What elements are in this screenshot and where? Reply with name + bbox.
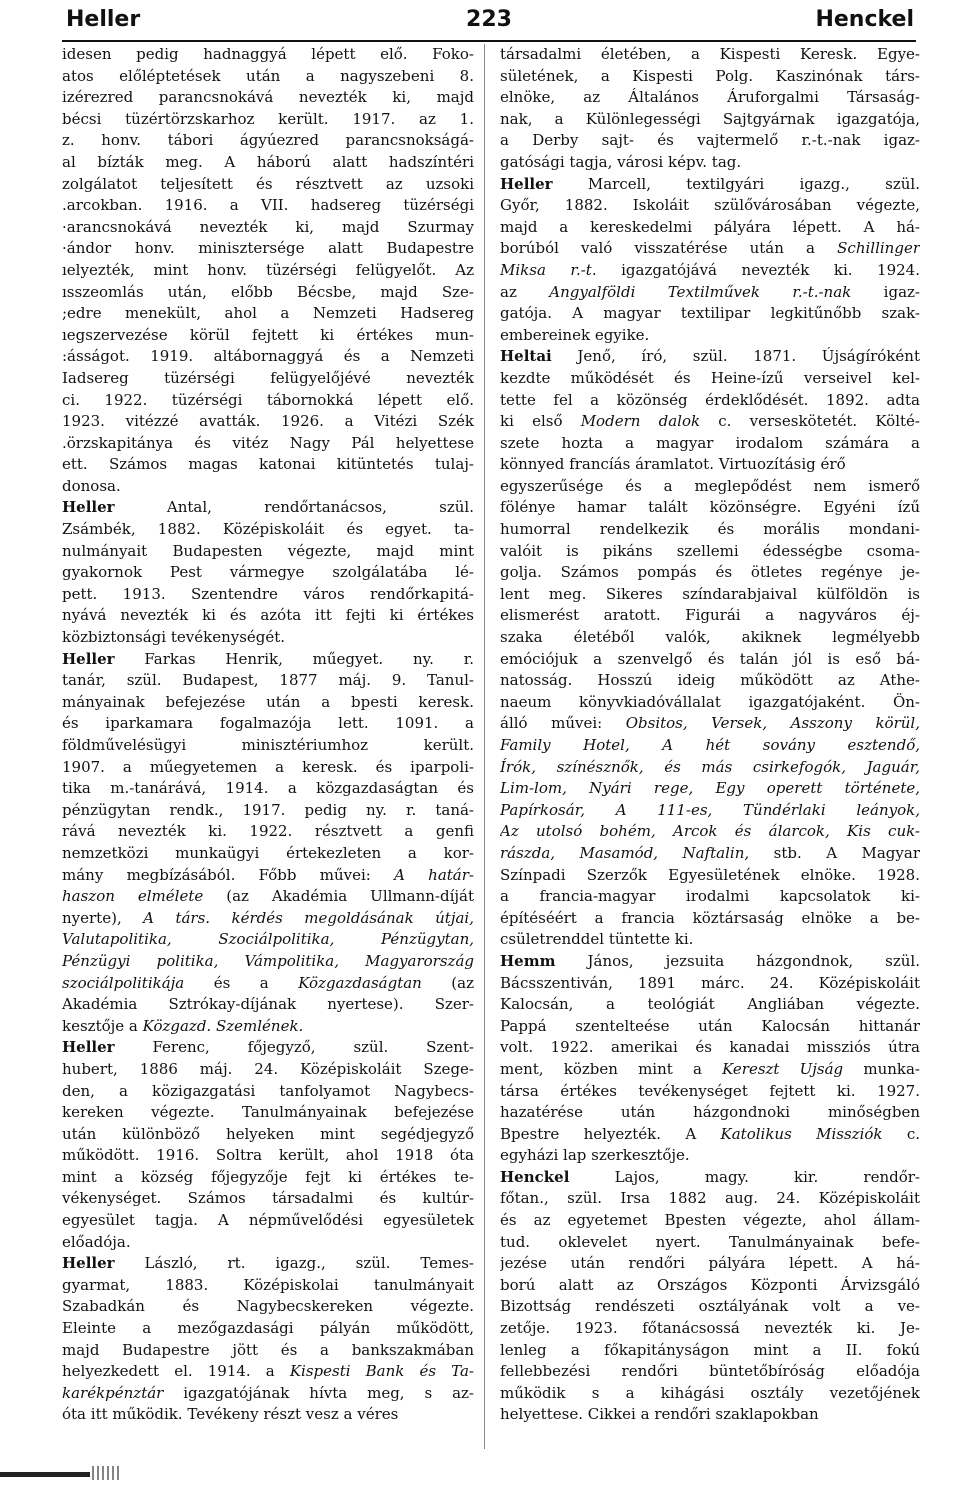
line-text: mány megbízásából. Főbb művei:	[62, 865, 395, 884]
line-text: tette fel a közönség érdeklődését. 1892. adta	[500, 390, 920, 409]
line-text: ısszeomlás után, előbb Bécsbe, majd Sze-	[62, 282, 474, 301]
text-line	[62, 130, 474, 152]
line-text: közbiztonsági tevékenységét.	[62, 628, 286, 647]
line-text: fellebbezési rendőri büntetőbíróság előadója	[500, 1362, 920, 1381]
text-line	[500, 1361, 920, 1383]
italic-title: karékpénztár	[62, 1383, 164, 1402]
text-line	[62, 1016, 474, 1038]
text-line	[500, 1081, 920, 1103]
text-line	[62, 1102, 474, 1124]
text-line	[500, 1124, 920, 1146]
text-line	[500, 735, 920, 757]
line-text: rává nevezték ki. 1922. résztvett a genfi	[62, 822, 474, 841]
line-text: szete hozta a magyar irodalom számára a	[500, 433, 920, 452]
text-line	[500, 627, 920, 649]
line-text: építéséért a francia köztársaság elnöke a be-	[500, 908, 920, 927]
entry-surname: Heller	[62, 498, 115, 517]
text-line	[500, 951, 920, 973]
line-text: lenleg a főkapitányságon mint a II. fokú	[500, 1340, 920, 1359]
text-line	[62, 951, 474, 973]
italic-title: A határ-	[394, 865, 474, 884]
text-line	[62, 821, 474, 843]
italic-title: Kereszt Ujság	[722, 1059, 844, 1078]
line-text: bécsi tüzértörzskarhoz került. 1917. az 1.	[62, 109, 474, 128]
text-line	[62, 238, 474, 260]
text-line	[62, 886, 474, 908]
text-line	[62, 865, 474, 887]
line-text: izérezred parancsnokává nevezték ki, majd	[62, 88, 474, 107]
line-text: társa értékes tevékenységet fejtett ki. 1927.	[500, 1081, 920, 1100]
text-line	[62, 605, 474, 627]
italic-title: haszon elmélete	[62, 887, 204, 906]
text-line	[500, 1232, 920, 1254]
text-line	[62, 174, 474, 196]
italic-title: Schillinger	[837, 239, 920, 258]
text-line	[500, 346, 920, 368]
text-line	[62, 1253, 474, 1275]
line-text: az	[500, 282, 550, 301]
text-line	[62, 627, 474, 649]
italic-title: Pénzügyi politika, Vámpolitika, Magyarország	[62, 951, 474, 970]
text-line	[500, 713, 920, 735]
line-text: humorral rendelkezik és morális mondani-	[500, 520, 920, 539]
line-text: fölénye hamar talált közönségre. Egyéni ízű	[500, 498, 920, 517]
text-line	[62, 152, 474, 174]
line-text: Iadsereg tüzérségi felügyelőjévé nevezték	[62, 368, 474, 387]
line-text: és iparkamara fogalmazója lett. 1091. a	[62, 714, 474, 733]
line-text: zolgálatot teljesített és résztvett az uzsoki	[62, 174, 474, 193]
italic-title: Kispesti Bank és Ta-	[289, 1362, 474, 1381]
line-text: Bpestre helyezték. A	[500, 1124, 721, 1143]
text-line	[500, 1253, 920, 1275]
text-line	[62, 44, 474, 66]
line-text: munka-	[843, 1059, 920, 1078]
text-line	[62, 260, 474, 282]
line-text: Antal, rendőrtanácsos, szül.	[114, 498, 474, 517]
line-text: nak, a Különlegességi Sajtgyárnak igazgatója,	[500, 109, 920, 128]
line-text: natosság. Hosszú ideig működött az Athe-	[500, 671, 920, 690]
line-text: egyesület tagja. A népművelődési egyesületek	[62, 1211, 474, 1230]
text-line	[500, 929, 920, 951]
italic-title: Az utolsó bohém, Arcok és álarcok, Kis cuk-	[500, 822, 920, 841]
line-text: pénzügytan rendk., 1917. pedig ny. r. taná-	[62, 800, 474, 819]
text-line	[500, 325, 920, 347]
text-line	[62, 757, 474, 779]
italic-title: szociálpolitikája	[62, 973, 185, 992]
line-text: vékenységet. Számos társadalmi és kultúr-	[62, 1189, 474, 1208]
entry-surname: Heller	[62, 649, 115, 668]
entry-surname: Heltai	[500, 347, 552, 366]
line-text: emóciójuk a szenvelgő és talán jól is eső bá-	[500, 649, 920, 668]
text-line	[62, 411, 474, 433]
text-line	[62, 541, 474, 563]
text-line	[500, 821, 920, 843]
line-text: valóit is pikáns szellemi édességbe csoma-	[500, 541, 920, 560]
line-text: atos előléptetések után a nagyszebeni 8.	[62, 66, 474, 85]
line-text: ború alatt az Országos Központi Árvizsgáló	[500, 1275, 920, 1294]
italic-title: Family Hotel, A hét sovány esztendő,	[500, 736, 920, 754]
text-line	[500, 692, 920, 714]
line-text: tanár, szül. Budapest, 1877 máj. 9. Tanul-	[62, 671, 474, 690]
line-text: igazgatójának hívta meg, s az-	[163, 1383, 474, 1402]
text-line	[500, 800, 920, 822]
italic-title: Lim-lom, Nyári rege, Egy operett története,	[500, 779, 920, 798]
entry-surname: Heller	[62, 1038, 115, 1057]
text-line	[500, 1059, 920, 1081]
text-line	[500, 670, 920, 692]
line-text: 1923. vitézzé avatták. 1926. a Vitézi Szék	[62, 412, 474, 431]
line-text: den, a közigazgatási tanfolyamot Nagybecs-	[62, 1081, 474, 1100]
text-line	[62, 1188, 474, 1210]
text-line	[500, 44, 920, 66]
text-line	[62, 1059, 474, 1081]
line-text: Zsámbék, 1882. Középiskoláit és egyet. ta-	[62, 520, 474, 539]
line-text: gatósági tagja, városi képv. tag.	[500, 152, 742, 171]
line-text: álló művei:	[500, 714, 626, 733]
line-text: gyarmat, 1883. Középiskolai tanulmányait	[62, 1275, 474, 1294]
line-text: ;edre menekült, ahol a Nemzeti Hadsereg	[62, 304, 474, 323]
text-line	[500, 454, 920, 476]
text-line	[62, 282, 474, 304]
text-line	[62, 497, 474, 519]
text-line	[500, 1102, 920, 1124]
text-line	[62, 1210, 474, 1232]
line-text: Bizottság rendészeti osztályának volt a ve-	[500, 1297, 920, 1316]
text-line	[62, 670, 474, 692]
text-line	[62, 778, 474, 800]
text-line	[62, 346, 474, 368]
text-line	[62, 476, 474, 498]
text-line	[62, 390, 474, 412]
text-line	[500, 994, 920, 1016]
line-text: stb. A Magyar	[749, 843, 920, 862]
line-text: ki első	[500, 412, 581, 431]
line-text: ·arancsnokává nevezték ki, majd Szurmay	[62, 217, 474, 236]
text-line	[62, 1318, 474, 1340]
line-text: a Derby sajt- és vajtermelő r.-t.-nak igaz-	[500, 131, 920, 150]
text-line	[62, 1361, 474, 1383]
text-line	[500, 519, 920, 541]
text-line	[62, 66, 474, 88]
line-text: ıelyezték, mint honv. tüzérségi felügyelőt. Az	[62, 260, 474, 279]
text-line	[62, 1167, 474, 1189]
line-text: nemzetközi munkaügyi értekezleten a kor-	[62, 843, 474, 862]
line-text: .örzskapitánya és vitéz Nagy Pál helyettese	[62, 433, 474, 452]
text-line	[62, 1404, 474, 1426]
line-text: óta itt működik. Tevékeny részt vesz a véres	[62, 1405, 399, 1424]
text-line	[500, 1037, 920, 1059]
line-text: János, jezsuita házgondnok, szül.	[555, 951, 920, 970]
line-text: nyává nevezték ki és azóta itt fejti ki értékes	[62, 606, 474, 625]
line-text: ·ándor honv. minisztersége alatt Budapestre	[62, 239, 474, 258]
line-text: működött. 1916. Soltra került, ahol 1918 óta	[62, 1146, 474, 1165]
text-line	[62, 1383, 474, 1405]
italic-title: Írók, színésznők, és más csirkefogók, Jaguár,	[500, 757, 920, 776]
line-text: kesztője a	[62, 1016, 143, 1035]
text-line	[62, 1124, 474, 1146]
text-line	[62, 994, 474, 1016]
text-line	[500, 217, 920, 239]
text-line	[500, 152, 920, 174]
text-line	[62, 1145, 474, 1167]
line-text: könnyed francíás áramlatot. Virtuozításig érő	[500, 455, 846, 474]
text-line	[500, 562, 920, 584]
text-line	[500, 260, 920, 282]
line-text: ıegszervezése körül fejtett ki értékes mun-	[62, 325, 474, 344]
line-text: Szabadkán és Nagybecskereken végezte.	[62, 1297, 474, 1316]
italic-title: Modern dalok	[580, 412, 701, 431]
line-text: nyerte),	[62, 908, 144, 927]
text-line	[62, 1296, 474, 1318]
text-line	[500, 1210, 920, 1232]
entry-surname: Heller	[62, 1254, 115, 1273]
line-text: (az Akadémia Ullmann-díját	[203, 887, 474, 906]
line-text: borúból való visszatérése után a	[500, 239, 838, 258]
text-line	[62, 649, 474, 671]
line-text: Győr, 1882. Iskoláit szülővárosában végezte,	[500, 196, 920, 215]
line-text: nulmányait Budapesten végezte, majd mint	[62, 541, 474, 560]
text-line	[500, 1167, 920, 1189]
line-text: majd Budapestre jött és a bankszakmában	[62, 1340, 474, 1359]
line-text: Jenő, író, szül. 1871. Újságíróként	[551, 347, 920, 366]
line-text: csületrenddel tüntette ki.	[500, 930, 694, 949]
text-line	[500, 130, 920, 152]
column-divider	[484, 44, 485, 1449]
text-line	[62, 584, 474, 606]
italic-title: rászda, Masamód, Naftalin,	[500, 843, 750, 862]
line-text: Bácsszentiván, 1891 márc. 24. Középiskoláit	[500, 973, 920, 992]
text-line	[62, 713, 474, 735]
left-column	[62, 44, 474, 1426]
line-text: igaz-	[851, 282, 920, 301]
entry-surname: Hemm	[500, 951, 556, 970]
text-line	[500, 865, 920, 887]
line-text: szaka életéből valók, akiknek legmélyebb	[500, 628, 920, 647]
text-line	[62, 735, 474, 757]
line-text: egyszerűsége és a meglepődést nem ismerő	[500, 476, 920, 495]
text-line	[500, 1275, 920, 1297]
line-text: volt. 1922. amerikai és kanadai missziós útra	[500, 1038, 920, 1057]
text-line	[500, 605, 920, 627]
line-text: golja. Számos pompás és ötletes regénye je-	[500, 563, 920, 582]
line-text: c. verseskötetét. Költé-	[700, 412, 920, 431]
line-text: helyettese. Cikkei a rendőri szaklapokban	[500, 1405, 819, 1424]
line-text: lent meg. Sikeres színdarabjaival külföldön is	[500, 584, 920, 603]
line-text: :ásságot. 1919. altábornaggyá és a Nemzeti	[62, 347, 474, 366]
line-text: Eleinte a mezőgazdasági pályán működött,	[62, 1319, 474, 1338]
line-text: tika m.-tanárává, 1914. a közgazdaságtan és	[62, 779, 474, 798]
italic-title: Közgazdaságtan	[298, 973, 422, 992]
text-line	[500, 174, 920, 196]
line-text: mányainak befejezése után a bpesti keresk.	[62, 692, 474, 711]
entry-surname: Heller	[500, 174, 553, 193]
header-right-word: Henckel	[815, 7, 914, 32]
text-line	[62, 519, 474, 541]
text-line	[500, 1318, 920, 1340]
text-line	[62, 973, 474, 995]
text-line	[500, 541, 920, 563]
line-text: elnöke, az Általános Áruforgalmi Társaság-	[500, 88, 920, 107]
text-line	[500, 1296, 920, 1318]
text-line	[500, 584, 920, 606]
line-text: ett. Számos magas katonai kitüntetés tulaj-	[62, 455, 474, 474]
text-line	[62, 843, 474, 865]
italic-title: Papírkosár, A 111-es, Tündérlaki leányok,	[500, 800, 920, 819]
text-line	[62, 929, 474, 951]
text-line	[62, 800, 474, 822]
text-line	[62, 368, 474, 390]
line-text: zetője. 1923. főtanácsossá nevezték ki. Je-	[500, 1319, 920, 1338]
italic-title: Valutapolitika, Szociálpolitika, Pénzügytan,	[62, 930, 474, 949]
line-text: elismerést aratott. Figurái a nagyváros éj-	[500, 606, 920, 625]
line-text: a francia-magyar irodalmi kapcsolatok ki-	[500, 887, 920, 906]
line-text: Pappá szentelteése után Kalocsán hittanár	[500, 1016, 920, 1035]
italic-title: Angyalföldi Textilművek r.-t.-nak	[549, 282, 852, 301]
text-line	[500, 1188, 920, 1210]
italic-title: Közgazd. Szemlének.	[142, 1016, 304, 1035]
line-text: gyakornok Pest vármegye szolgálatába lé-	[62, 563, 474, 582]
text-line	[500, 908, 920, 930]
text-line	[62, 325, 474, 347]
line-text: előadója.	[62, 1232, 131, 1251]
text-line	[62, 195, 474, 217]
text-line	[500, 649, 920, 671]
line-text: (az	[421, 973, 474, 992]
text-line	[500, 238, 920, 260]
line-text: László, rt. igazg., szül. Temes-	[114, 1254, 474, 1273]
text-line	[500, 886, 920, 908]
line-text: Marcell, textilgyári igazg., szül.	[552, 174, 920, 193]
line-text: kereken végezte. Tanulmányainak befejezése	[62, 1103, 474, 1122]
text-line	[62, 87, 474, 109]
running-header	[62, 4, 916, 42]
line-text: tud. oklevelet nyert. Tanulmányainak befe-	[500, 1232, 920, 1251]
footer-print-mark	[92, 1466, 120, 1480]
text-line	[500, 1145, 920, 1167]
text-line	[62, 1081, 474, 1103]
text-line	[500, 973, 920, 995]
line-text: c.	[882, 1124, 920, 1143]
page-number: 223	[466, 7, 512, 32]
line-text: al bízták meg. A háború alatt hadszíntéri	[62, 152, 474, 171]
text-line	[500, 1404, 920, 1426]
line-text: embereinek egyike.	[500, 325, 650, 344]
line-text: donosa.	[62, 476, 121, 495]
line-text: z. honv. tábori ágyúezred parancsnokságá-	[62, 131, 474, 150]
text-line	[500, 433, 920, 455]
line-text: naeum könyvkiadóvállalat igazgatójaként. Ön-	[500, 692, 920, 711]
line-text: és az egyetemet Bpesten végezte, ahol állam-	[500, 1211, 920, 1230]
line-text: működik s a kihágási osztály vezetőjének	[500, 1383, 920, 1402]
line-text: ci. 1922. tüzérségi tábornokká lépett elő.	[62, 390, 474, 409]
line-text: ment, közben mint a	[500, 1059, 723, 1078]
line-text: Kalocsán, a teológiát Angliában végezte.	[500, 995, 920, 1014]
text-line	[62, 908, 474, 930]
text-line	[500, 390, 920, 412]
right-column	[500, 44, 920, 1426]
header-left-word: Heller	[66, 7, 141, 32]
line-text: igazgatójává nevezték ki. 1924.	[596, 260, 920, 279]
text-line	[500, 303, 920, 325]
line-text: egyházi lap szerkesztője.	[500, 1146, 690, 1165]
text-line	[62, 109, 474, 131]
line-text: Lajos, magy. kir. rendőr-	[569, 1167, 920, 1186]
line-text: Színpadi Szerzők Egyesületének elnöke. 1928.	[500, 865, 920, 884]
text-line	[500, 1383, 920, 1405]
line-text: hazatérése után házgondnoki minőségben	[500, 1103, 920, 1122]
text-line	[500, 843, 920, 865]
text-line	[500, 497, 920, 519]
text-line	[62, 433, 474, 455]
line-text: pett. 1913. Szentendre város rendőrkapitá-	[62, 584, 474, 603]
line-text: Ferenc, főjegyző, szül. Szent-	[114, 1038, 474, 1057]
italic-title: Katolikus Missziók	[720, 1124, 883, 1143]
line-text: Akadémia Sztrókay-díjának nyertese). Szer-	[62, 995, 474, 1014]
text-line	[500, 757, 920, 779]
line-text: jezése után rendőri pályára lépett. A há-	[500, 1254, 920, 1273]
line-text: Farkas Henrik, műegyet. ny. r.	[114, 649, 474, 668]
italic-title: Miksa r.-t.	[500, 260, 597, 279]
entry-surname: Henckel	[500, 1167, 570, 1186]
line-text: után különböző helyeken mint segédjegyző	[62, 1124, 474, 1143]
line-text: kezdte működését és Heine-ízű verseivel kel-	[500, 368, 920, 387]
footer-rule	[0, 1472, 90, 1477]
text-line	[62, 692, 474, 714]
text-line	[500, 476, 920, 498]
text-line	[500, 368, 920, 390]
line-text: idesen pedig hadnaggyá lépett elő. Foko-	[62, 45, 474, 63]
text-line	[500, 195, 920, 217]
line-text: sületének, a Kispesti Polg. Kaszinónak társ-	[500, 66, 920, 85]
text-line	[500, 87, 920, 109]
line-text: földművelésügyi minisztériumhoz került.	[62, 736, 474, 754]
italic-title: A társ. kérdés megoldásának útjai,	[143, 908, 474, 927]
line-text: társadalmi életében, a Kispesti Keresk. Egye-	[500, 45, 920, 63]
line-text: 1907. a műegyetemen a keresk. és iparpoli-	[62, 757, 474, 776]
line-text: főtan., szül. Irsa 1882 aug. 24. Középiskoláit	[500, 1189, 920, 1208]
line-text: helyezkedett el. 1914. a	[62, 1362, 290, 1381]
text-line	[62, 217, 474, 239]
text-line	[500, 1016, 920, 1038]
text-line	[62, 303, 474, 325]
line-text: mint a község főjegyzője fejt ki értékes te-	[62, 1167, 474, 1186]
text-line	[500, 411, 920, 433]
text-line	[500, 1340, 920, 1362]
line-text: majd a kereskedelmi pályára lépett. A há-	[500, 217, 920, 236]
text-line	[62, 562, 474, 584]
text-line	[500, 109, 920, 131]
text-line	[62, 1232, 474, 1254]
text-line	[500, 282, 920, 304]
italic-title: Obsitos, Versek, Asszony körül,	[625, 714, 920, 733]
line-text: .arcokban. 1916. a VII. hadsereg tüzérségi	[62, 196, 474, 215]
text-line	[500, 778, 920, 800]
text-line	[500, 66, 920, 88]
text-line	[62, 1275, 474, 1297]
line-text: és a	[184, 973, 299, 992]
text-line	[62, 1340, 474, 1362]
text-line	[62, 454, 474, 476]
line-text: hubert, 1886 máj. 24. Középiskoláit Szege-	[62, 1059, 474, 1078]
line-text: gatója. A magyar textilipar legkitűnőbb szak-	[500, 304, 920, 323]
text-line	[62, 1037, 474, 1059]
